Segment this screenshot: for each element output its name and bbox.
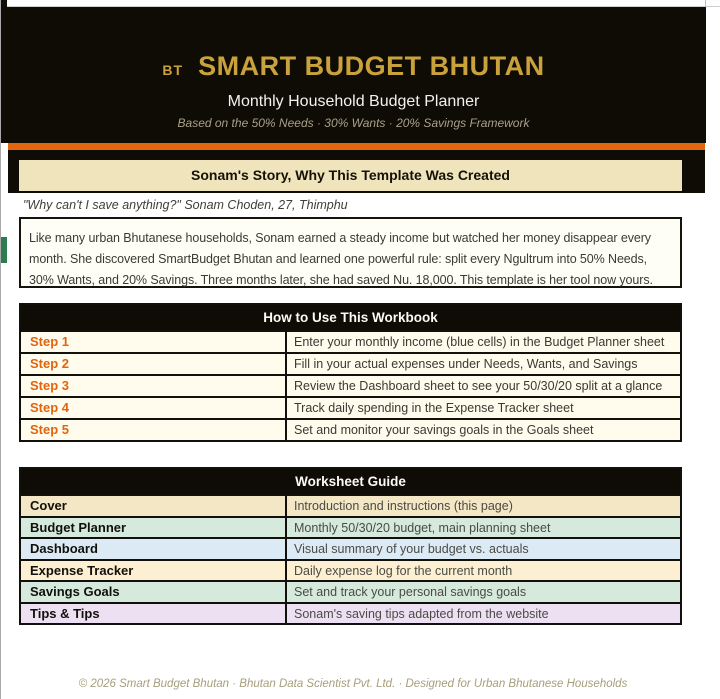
table-row — [21, 396, 680, 418]
table-row — [21, 516, 680, 538]
step-label-cell[interactable]: Step 1 — [21, 332, 287, 352]
step-desc-cell[interactable]: Set and monitor your savings goals in the Goals sheet — [294, 423, 594, 437]
app-title: SMART BUDGET BHUTAN — [198, 51, 545, 81]
worksheet-guide-table — [19, 467, 682, 625]
table-row — [21, 494, 680, 516]
step-label-cell[interactable]: Step 3 — [21, 376, 287, 396]
sheet-gridline — [705, 0, 706, 7]
sheet-name-cell[interactable]: Tips & Tips — [21, 604, 287, 624]
title-row — [162, 51, 544, 82]
sheet-name-cell[interactable]: Expense Tracker — [21, 561, 287, 581]
masthead-banner — [1, 7, 706, 143]
framework-tagline: Based on the 50% Needs · 30% Wants · 20% Savings Framework — [177, 116, 530, 130]
story-body-cell[interactable]: Like many urban Bhutanese households, Sonam earned a steady income but watched her money disappear every month. She discovered SmartBudget Bhutan and learned one powerful rule: split every Ngultrum into 50% Needs, 30% Wants, and 20% Savings. Three months later, she had saved Nu. 18,000. This template is her tool now yours. — [19, 217, 682, 288]
table-row — [21, 352, 680, 374]
footer-credit: © 2026 Smart Budget Bhutan · Bhutan Data Scientist Pvt. Ltd. · Designed for Urban Bhutanese Households — [78, 678, 628, 690]
step-label-cell[interactable]: Step 4 — [21, 398, 287, 418]
table-row — [21, 418, 680, 440]
step-desc-cell[interactable]: Fill in your actual expenses under Needs, Wants, and Savings — [294, 357, 638, 371]
step-desc-cell[interactable]: Track daily spending in the Expense Tracker sheet — [294, 401, 574, 415]
table-row — [21, 374, 680, 396]
sheet-desc-cell[interactable]: Introduction and instructions (this page) — [294, 499, 513, 513]
sheet-corner-mark — [1, 0, 7, 7]
subtitle: Monthly Household Budget Planner — [227, 93, 480, 110]
how-to-table-title[interactable]: How to Use This Workbook — [21, 305, 680, 330]
sheet-desc-cell[interactable]: Sonam's saving tips adapted from the website — [294, 606, 549, 621]
story-quote[interactable]: "Why can't I save anything?" Sonam Choden, 27, Thimphu — [23, 198, 348, 212]
sheet-desc-cell[interactable]: Monthly 50/30/20 budget, main planning sheet — [294, 520, 551, 535]
step-label-cell[interactable]: Step 5 — [21, 420, 287, 440]
how-to-table — [19, 303, 682, 442]
worksheet-guide-title[interactable]: Worksheet Guide — [21, 469, 680, 494]
sheet-name-cell[interactable]: Savings Goals — [21, 582, 287, 602]
sheet-desc-cell[interactable]: Daily expense log for the current month — [294, 563, 513, 578]
sheet-name-cell[interactable]: Cover — [21, 496, 287, 516]
sheet-top-gutter — [1, 0, 720, 7]
step-label-cell[interactable]: Step 2 — [21, 354, 287, 374]
table-row — [21, 537, 680, 559]
bt-logo: BT — [162, 62, 184, 78]
story-section-header[interactable]: Sonam's Story, Why This Template Was Created — [19, 160, 682, 191]
table-row — [21, 602, 680, 624]
table-row — [21, 330, 680, 352]
sheet-desc-cell[interactable]: Visual summary of your budget vs. actuals — [294, 542, 529, 556]
accent-divider-bar — [8, 143, 705, 150]
stray-green-cell — [1, 237, 7, 263]
step-desc-cell[interactable]: Review the Dashboard sheet to see your 50/30/20 split at a glance — [294, 379, 663, 393]
sheet-name-cell[interactable]: Dashboard — [21, 539, 287, 559]
sheet-name-cell[interactable]: Budget Planner — [21, 518, 287, 538]
step-desc-cell[interactable]: Enter your monthly income (blue cells) in the Budget Planner sheet — [294, 335, 665, 349]
table-row — [21, 580, 680, 602]
table-row — [21, 559, 680, 581]
sheet-desc-cell[interactable]: Set and track your personal savings goals — [294, 585, 527, 599]
